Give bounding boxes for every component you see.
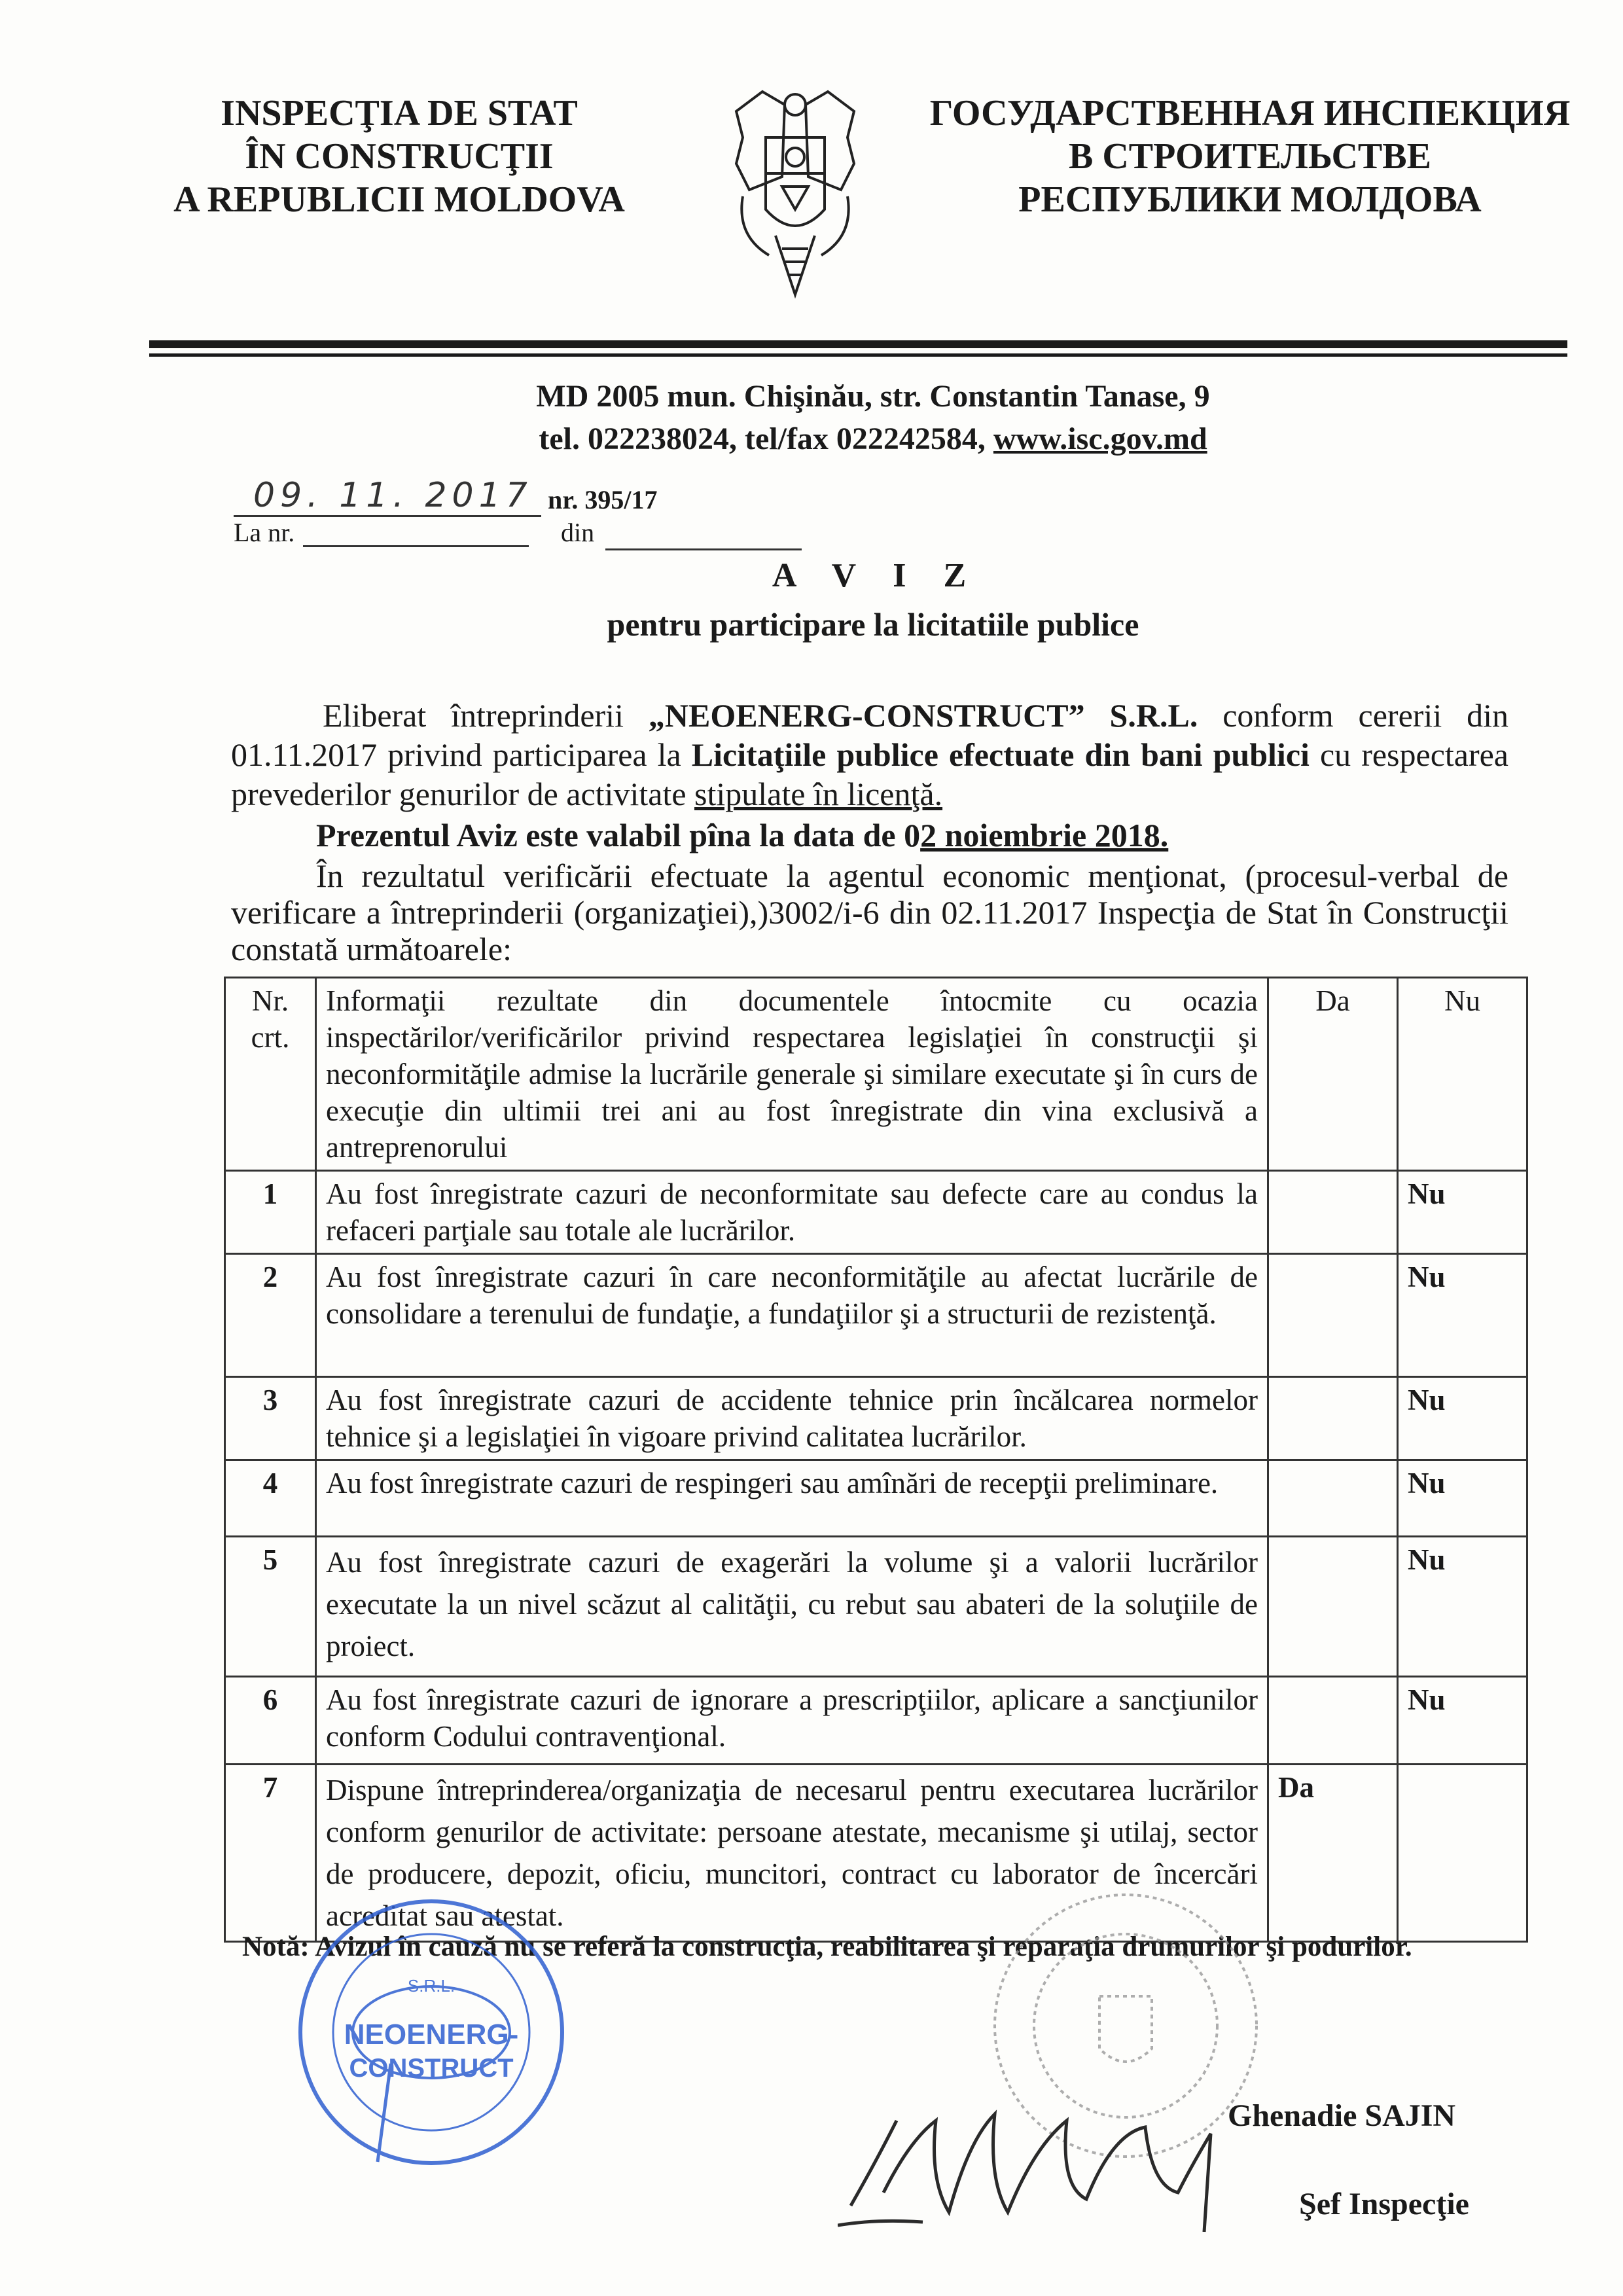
row-text: Au fost înregistrate cazuri de ignorare a prescripţiilor, aplicare a sancţiunilor conform Codului contravenţional. xyxy=(316,1677,1268,1765)
la-nr-label: La nr. xyxy=(234,518,295,547)
intro-text: Eliberat întreprinderii xyxy=(323,697,649,734)
row-number: 1 xyxy=(225,1171,316,1254)
row-nu: Nu xyxy=(1398,1537,1527,1677)
row-text: Dispune întreprinderea/organizaţia de necesarul pentru executarea lucrărilor conform genurilor de activitate: persoane atestate, mecanisme şi utilaj, sector de producere, depozit, oficiu, muncitori, contract cu laborator de încercări acreditat sau atestat. xyxy=(316,1765,1268,1942)
header-da: Da xyxy=(1268,978,1398,1171)
row-da xyxy=(1268,1254,1398,1377)
row-number: 3 xyxy=(225,1377,316,1460)
document-title: A V I Z xyxy=(772,557,974,594)
table-header-row xyxy=(225,978,1527,1171)
row-da xyxy=(1268,1537,1398,1677)
svg-text:S.R.L.: S.R.L. xyxy=(407,1976,455,1996)
company-stamp-icon xyxy=(293,1893,570,2171)
validity-statement xyxy=(231,816,1508,855)
intro-text: conform cererii din 01.11.2017 privind participarea la xyxy=(231,697,1509,773)
table-row xyxy=(225,1460,1527,1537)
table-row xyxy=(225,1677,1527,1765)
row-text: Au fost înregistrate cazuri de accidente tehnice prin încălcarea normelor tehnice şi a legislaţiei în vigoare privind calitatea lucrărilor. xyxy=(316,1377,1268,1460)
header-nr: Nr. crt. xyxy=(225,978,316,1171)
table-row xyxy=(225,1537,1527,1677)
row-da xyxy=(1268,1460,1398,1537)
row-nu: Nu xyxy=(1398,1254,1527,1377)
row-text: Au fost înregistrate cazuri de respingeri sau amînări de recepţii preliminare. xyxy=(316,1460,1268,1537)
row-number: 4 xyxy=(225,1460,316,1537)
row-number: 5 xyxy=(225,1537,316,1677)
row-nu: Nu xyxy=(1398,1171,1527,1254)
row-nu xyxy=(1398,1765,1527,1942)
row-nu: Nu xyxy=(1398,1460,1527,1537)
header-right-line: РЕСПУБЛИКИ МОЛДОВА xyxy=(1018,179,1482,220)
header-left-line: ÎN CONSTRUCŢII xyxy=(245,136,554,177)
findings-table xyxy=(224,977,1528,1943)
header-divider xyxy=(149,340,1567,348)
phone-numbers: tel. 022238024, tel/fax 022242584, xyxy=(539,422,993,456)
row-nu: Nu xyxy=(1398,1377,1527,1460)
table-row xyxy=(225,1254,1527,1377)
address-line: MD 2005 mun. Chişinău, str. Constantin Tanase, 9 xyxy=(536,379,1210,414)
document-number: nr. 395/17 xyxy=(548,485,658,514)
header-right-line: ГОСУДАРСТВЕННАЯ ИНСПЕКЦИЯ xyxy=(929,93,1571,134)
tender-type: Licitaţiile publice efectuate din bani publici xyxy=(691,736,1310,773)
row-da xyxy=(1268,1171,1398,1254)
website-link[interactable]: www.isc.gov.md xyxy=(993,422,1207,456)
contact-line xyxy=(0,421,1623,457)
svg-text:CONSTRUCT: CONSTRUCT xyxy=(349,2054,514,2083)
handwritten-date: 09. 11. 2017 xyxy=(253,476,533,515)
row-da xyxy=(1268,1377,1398,1460)
footnote: Notă: Avizul în cauză nu se referă la construcţia, reabilitarea şi reparaţia drumurilor şi podurilor. xyxy=(242,1931,1412,1962)
company-name: „NEOENERG-CONSTRUCT” S.R.L. xyxy=(648,697,1198,734)
row-number: 7 xyxy=(225,1765,316,1942)
intro-text: cu respectarea prevederilor genurilor de activitate xyxy=(231,736,1509,812)
signatory-position: Şef Inspecţie xyxy=(1299,2187,1469,2221)
row-da: Da xyxy=(1268,1765,1398,1942)
din-label: din xyxy=(561,518,595,547)
header-divider xyxy=(149,353,1567,357)
row-da xyxy=(1268,1677,1398,1765)
header-left-line: A REPUBLICII MOLDOVA xyxy=(173,179,625,220)
row-text: Au fost înregistrate cazuri de exagerări la volume şi a valorii lucrărilor executate la un nivel scăzut al calităţii, cu rebut sau abateri de la soluţiile de proiect. xyxy=(316,1537,1268,1677)
validity-date: 2 noiembrie 2018. xyxy=(920,817,1169,853)
header-left-line: INSPECŢIA DE STAT xyxy=(221,93,578,134)
license-reference: stipulate în licenţă. xyxy=(694,776,943,812)
svg-text:NEOENERG-: NEOENERG- xyxy=(344,2018,519,2051)
header-right-line: В СТРОИТЕЛЬСТВЕ xyxy=(1069,136,1431,177)
header-info: Informaţii rezultate din documentele întocmite cu ocazia inspectărilor/verificărilor privind respectarea legislaţiei în construcţii şi neconformităţile admise la lucrările generale şi similare executate şi în curs de execuţie din ultimii trei ani au fost înregistrate din vina exclusivă a antreprenorului xyxy=(316,978,1268,1171)
row-number: 2 xyxy=(225,1254,316,1377)
row-text: Au fost înregistrate cazuri în care neconformităţile au afectat lucrările de consolidare a terenului de fundaţie, a fundaţiilor şi a structurii de rezistenţă. xyxy=(316,1254,1268,1377)
row-number: 6 xyxy=(225,1677,316,1765)
coat-of-arms-icon xyxy=(723,79,867,301)
row-text: Au fost înregistrate cazuri de neconformitate sau defecte care au condus la refaceri parţiale sau totale ale lucrărilor. xyxy=(316,1171,1268,1254)
la-nr-blank xyxy=(303,545,529,547)
din-blank xyxy=(605,548,802,550)
validity-text: Prezentul Aviz este valabil pîna la data de 0 xyxy=(316,817,921,853)
header-left xyxy=(151,92,648,221)
verification-paragraph: În rezultatul verificării efectuate la agentul economic menţionat, (procesul-verbal de verificare a întreprinderii (organizaţiei),)3002/i-6 din 02.11.2017 Inspecţia de Stat în Construcţii constată următoarele: xyxy=(231,857,1508,967)
signatory-name: Ghenadie SAJIN xyxy=(1228,2098,1456,2133)
header-right xyxy=(903,92,1597,221)
document-subtitle: pentru participare la licitatiile publice xyxy=(607,606,1139,643)
table-row xyxy=(225,1377,1527,1460)
table-row xyxy=(225,1171,1527,1254)
row-nu: Nu xyxy=(1398,1677,1527,1765)
intro-paragraph xyxy=(231,696,1508,814)
header-nu: Nu xyxy=(1398,978,1527,1171)
date-field xyxy=(234,475,541,517)
